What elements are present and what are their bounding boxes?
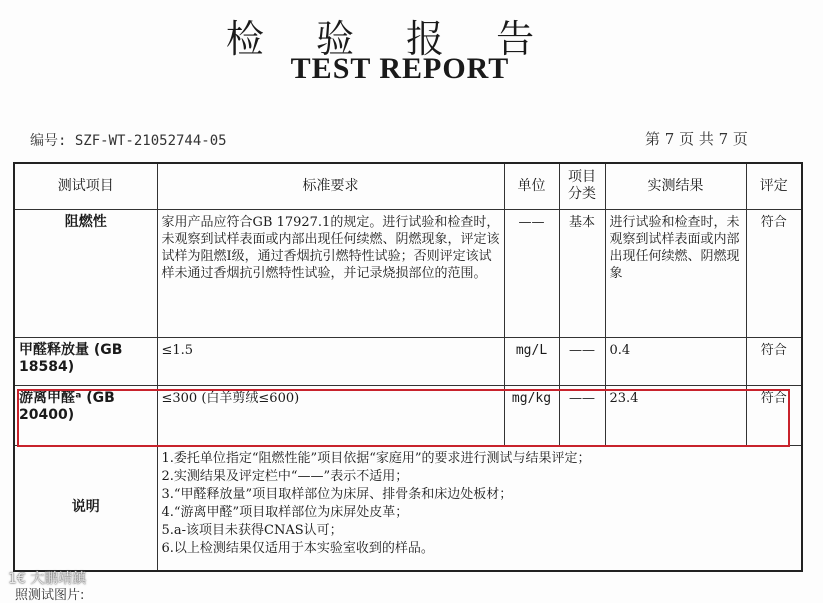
report-title-cn: 检 验 报 告 xyxy=(225,17,555,61)
row-unit: —— xyxy=(504,209,559,337)
row-requirement: ≤300 (白羊剪绒≤600) xyxy=(157,385,504,445)
notes-row xyxy=(14,445,802,571)
row-item: 甲醛释放量 (GB 18584) xyxy=(14,337,157,385)
note-item: 5.a-该项目未获得CNAS认可； xyxy=(161,522,343,538)
header-result: 实测结果 xyxy=(605,163,746,209)
row-item: 游离甲醛ᵃ (GB 20400) xyxy=(14,385,157,445)
row-verdict: 符合 xyxy=(746,385,802,445)
notes-label: 说明 xyxy=(14,445,157,571)
row-category: —— xyxy=(559,337,605,385)
test-results-table xyxy=(13,162,803,572)
note-item: 1.委托单位指定“阻燃性能”项目依据“家庭用”的要求进行测试与结果评定； xyxy=(161,450,591,466)
row-item: 阻燃性 xyxy=(14,209,157,337)
row-unit: mg/kg xyxy=(504,385,559,445)
row-result: 0.4 xyxy=(605,337,746,385)
row-category: —— xyxy=(559,385,605,445)
page-number: 第 7 页 共 7 页 xyxy=(645,130,748,148)
table-row xyxy=(14,337,802,385)
header-verdict: 评定 xyxy=(746,163,802,209)
table-row xyxy=(14,385,802,445)
row-category: 基本 xyxy=(559,209,605,337)
photo-caption-cut: 照测试图片: xyxy=(15,588,85,603)
header-requirement: 标准要求 xyxy=(157,163,504,209)
report-title-en: TEST REPORT xyxy=(290,52,510,85)
report-number: 编号: SZF-WT-21052744-05 xyxy=(30,133,227,149)
row-verdict: 符合 xyxy=(746,337,802,385)
row-requirement: 家用产品应符合GB 17927.1的规定。进行试验和检查时，未观察到试样表面或内部出现任何续燃、阴燃现象，评定该试样为阻燃Ⅰ级，通过香烟抗引燃特性试验；否则评定该试样未通过香烟抗引燃特性试验，并记录烧损部位的范围。 xyxy=(157,209,504,337)
source-watermark: 1€ 大鹏靖鎮 xyxy=(8,571,87,587)
notes-list xyxy=(157,445,802,571)
row-unit: mg/L xyxy=(504,337,559,385)
note-item: 2.实测结果及评定栏中“——”表示不适用； xyxy=(161,468,409,484)
header-category: 项目分类 xyxy=(559,163,605,209)
header-unit: 单位 xyxy=(504,163,559,209)
note-item: 6.以上检测结果仅适用于本实验室收到的样品。 xyxy=(161,540,434,556)
note-item: 4.“游离甲醛”项目取样部位为床屏处皮革； xyxy=(161,504,409,520)
header-test-item: 测试项目 xyxy=(14,163,157,209)
row-requirement: ≤1.5 xyxy=(157,337,504,385)
row-verdict: 符合 xyxy=(746,209,802,337)
row-result: 进行试验和检查时，未观察到试样表面或内部出现任何续燃、阴燃现象 xyxy=(605,209,746,337)
table-header-row xyxy=(14,163,802,209)
row-result: 23.4 xyxy=(605,385,746,445)
note-item: 3.“甲醛释放量”项目取样部位为床屏、排骨条和床边处板材； xyxy=(161,486,513,502)
table-row xyxy=(14,209,802,337)
